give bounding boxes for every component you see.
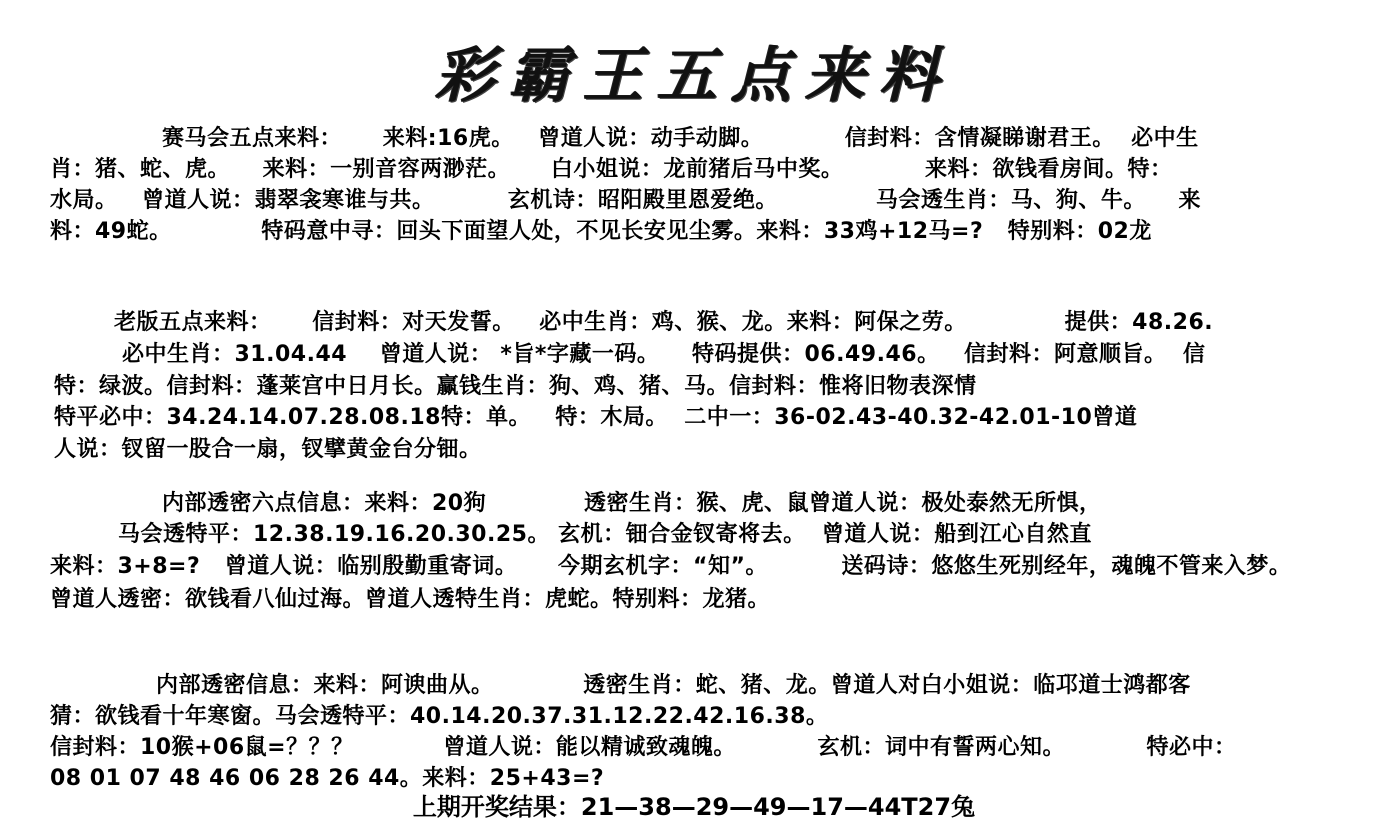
- text-line: 赛马会五点来料： 来料:16虎。 曾道人说：动手动脚。 信封料：含情凝睇谢君王。 必中生: [162, 126, 1199, 151]
- text-line: 特平必中：34.24.14.07.28.08.18特：单。 特：木局。 二中一：36-02.43-40.32-42.01-10曾道: [54, 405, 1138, 430]
- text-line: 必中生肖：31.04.44 曾道人说： *旨*字藏一码。 特码提供：06.49.46。 信封料：阿意顺旨。 信: [122, 342, 1206, 367]
- last-result-line: 上期开奖结果：21—38—29—49—17—44T27兔: [412, 793, 976, 821]
- text-line: 老版五点来料： 信封料：对天发誓。 必中生肖：鸡、猴、龙。来料：阿保之劳。 提供：48.26.: [114, 310, 1214, 335]
- text-line: 来料：3+8=? 曾道人说：临别殷勤重寄词。 今期玄机字：“知”。 送码诗：悠悠生死别经年，魂魄不管来入梦。: [50, 554, 1292, 579]
- text-line: 特：绿波。信封料：蓬莱宫中日月长。赢钱生肖：狗、鸡、猪、马。信封料：惟将旧物表深情: [54, 374, 977, 399]
- text-line: 曾道人透密：欲钱看八仙过海。曾道人透特生肖：虎蛇。特别料：龙猪。: [50, 587, 771, 612]
- page-title: 彩霸王五点来料: [435, 41, 953, 111]
- text-line: 人说：钗留一股合一扇，钗擘黄金台分钿。: [54, 437, 482, 462]
- text-line: 猜：欲钱看十年寒窗。马会透特平：40.14.20.37.31.12.22.42.16.38。: [50, 704, 829, 729]
- text-line: 内部透密信息：来料：阿谀曲从。 透密生肖：蛇、猪、龙。曾道人对白小姐说：临邛道士鸿都客: [156, 673, 1191, 698]
- text-line: 水局。 曾道人说：翡翠衾寒谁与共。 玄机诗：昭阳殿里恩爱绝。 马会透生肖：马、狗、牛。 来: [50, 188, 1201, 213]
- text-line: 内部透密六点信息：来料：20狗 透密生肖：猴、虎、鼠曾道人说：极处泰然无所惧，: [162, 491, 1102, 516]
- text-line: 马会透特平：12.38.19.16.20.30.25。 玄机：钿合金钗寄将去。 曾道人说：船到江心自然直: [118, 522, 1092, 547]
- text-line: 料：49蛇。 特码意中寻：回头下面望人处，不见长安见尘雾。来料：33鸡+12马=? 特别料：02龙: [50, 219, 1152, 244]
- text-line: 肖：猪、蛇、虎。 来料：一别音容两渺茫。 白小姐说：龙前猪后马中奖。 来料：欲钱看房间。特：: [50, 157, 1173, 182]
- text-line: 08 01 07 48 46 06 28 26 44。来料：25+43=?: [50, 766, 605, 791]
- text-line: 信封料：10猴+06鼠=？？？ 曾道人说：能以精诚致魂魄。 玄机：词中有誓两心知。 特必中：: [50, 735, 1237, 760]
